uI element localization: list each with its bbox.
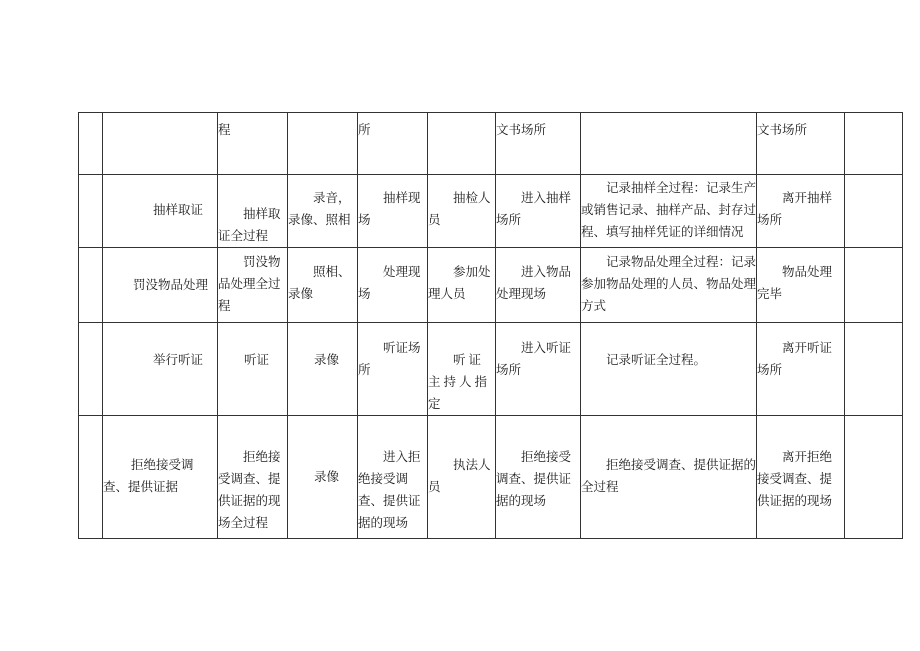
table-row — [79, 113, 903, 175]
table-cell-location: 处理现场 — [358, 248, 428, 323]
table-cell-end: 离开拒绝接受调查、提供证据的现场 — [757, 416, 845, 539]
table-cell-remark — [845, 175, 903, 248]
table-cell-method: 照相、录像 — [288, 248, 358, 323]
table-cell-method: 录像 — [288, 323, 358, 416]
table-cell-method: 录音，录像、照相 — [288, 175, 358, 248]
table-cell-remark — [845, 323, 903, 416]
evidence-recording-table — [78, 112, 903, 539]
table-cell-start: 拒绝接受调查、提供证据的现场 — [496, 416, 581, 539]
table-cell-location: 所 — [358, 113, 428, 175]
table-cell-situation: 抽样取证 — [103, 175, 218, 248]
table-cell-location: 听证场所 — [358, 323, 428, 416]
table-cell-method — [288, 113, 358, 175]
table-cell-start: 文书场所 — [496, 113, 581, 175]
table-cell-index — [79, 248, 103, 323]
table-cell-end: 文书场所 — [757, 113, 845, 175]
table-cell-start: 进入听证场所 — [496, 323, 581, 416]
table-row — [79, 323, 903, 416]
table-cell-requirement — [581, 113, 757, 175]
table-cell-situation — [103, 113, 218, 175]
table-row — [79, 416, 903, 539]
table-cell-situation: 拒绝接受调查、提供证据 — [103, 416, 218, 539]
table-cell-index — [79, 323, 103, 416]
table-cell-location: 进入拒绝接受调查、提供证据的现场 — [358, 416, 428, 539]
table-cell-end: 离开听证场所 — [757, 323, 845, 416]
table-cell-personnel: 听证主持人指定 — [428, 323, 496, 416]
table-cell-personnel: 参加处理人员 — [428, 248, 496, 323]
table-cell-personnel — [428, 113, 496, 175]
table-cell-index — [79, 175, 103, 248]
table-cell-requirement: 记录物品处理全过程：记录参加物品处理的人员、物品处理方式 — [581, 248, 757, 323]
table-cell-requirement: 记录抽样全过程：记录生产或销售记录、抽样产品、封存过程、填写抽样凭证的详细情况 — [581, 175, 757, 248]
table-cell-remark — [845, 248, 903, 323]
table-cell-end: 离开抽样场所 — [757, 175, 845, 248]
table-cell-requirement: 拒绝接受调查、提供证据的全过程 — [581, 416, 757, 539]
table-cell-location: 抽样现场 — [358, 175, 428, 248]
table-cell-content: 拒绝接受调查、提供证据的现场全过程 — [218, 416, 288, 539]
table-cell-personnel: 抽检人员 — [428, 175, 496, 248]
table-cell-situation: 罚没物品处理 — [103, 248, 218, 323]
table-cell-index — [79, 113, 103, 175]
table-cell-remark — [845, 416, 903, 539]
table-cell-content: 程 — [218, 113, 288, 175]
table-cell-personnel: 执法人员 — [428, 416, 496, 539]
table-cell-remark — [845, 113, 903, 175]
table-cell-content: 抽样取证全过程 — [218, 175, 288, 248]
table-row — [79, 175, 903, 248]
table-cell-situation: 举行听证 — [103, 323, 218, 416]
table-cell-content: 听证 — [218, 323, 288, 416]
table-cell-method: 录像 — [288, 416, 358, 539]
table-cell-start: 进入物品处理现场 — [496, 248, 581, 323]
table-cell-content: 罚没物品处理全过程 — [218, 248, 288, 323]
table-cell-requirement: 记录听证全过程。 — [581, 323, 757, 416]
table-cell-end: 物品处理完毕 — [757, 248, 845, 323]
table-row — [79, 248, 903, 323]
table-cell-start: 进入抽样场所 — [496, 175, 581, 248]
